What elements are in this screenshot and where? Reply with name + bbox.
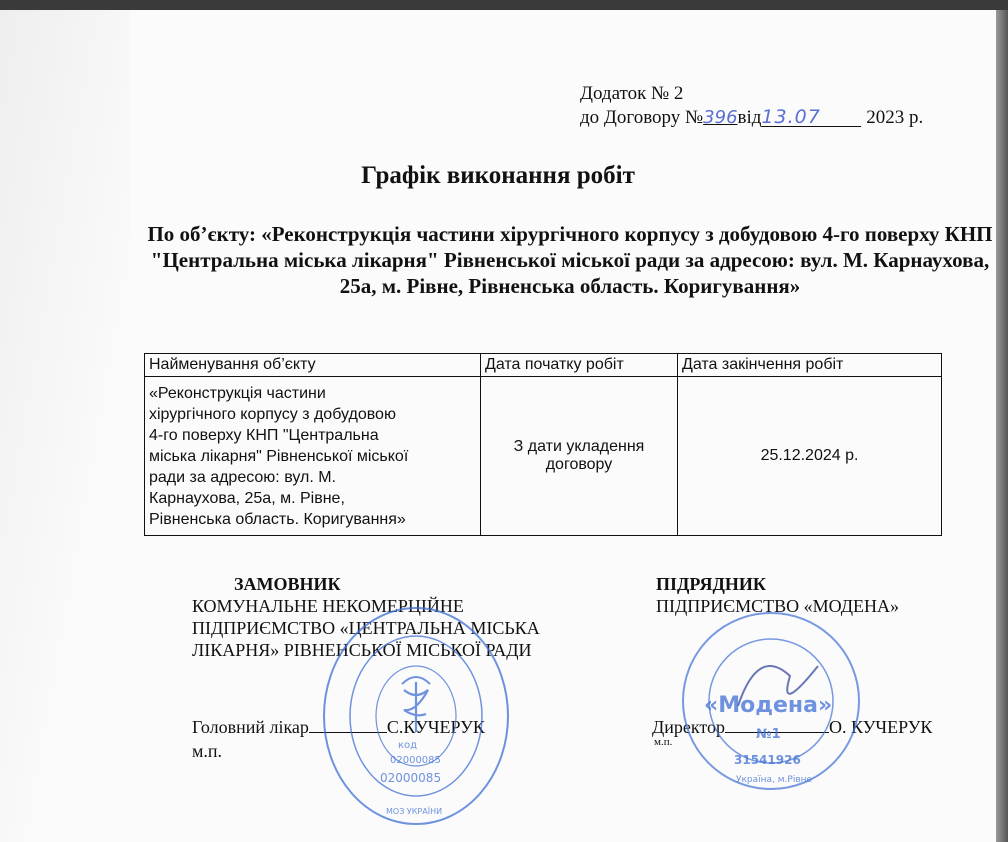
stamp-code-outer: 02000085 [380, 771, 442, 785]
contract-number: 396 [703, 107, 738, 128]
contract-line: до Договору №396від13.07 2023 р. [580, 106, 924, 128]
table-header-row [145, 354, 942, 377]
column-header: Найменування об’єкту [145, 354, 481, 377]
customer-heading: ЗАМОВНИК [234, 574, 341, 594]
contractor-name-line: ПІДПРИЄМСТВО «МОДЕНА» [656, 596, 900, 616]
stamp-ministry: МОЗ УКРАЇНИ [386, 807, 443, 816]
stamp-company-name: «Модена» [704, 693, 833, 718]
stamp-code-inner: 02000085 [390, 755, 441, 766]
start-date-cell: З дати укладення договору [481, 377, 678, 536]
customer-seal-label: м.п. [192, 741, 223, 761]
object-name-cell: «Реконструкція частини хірургічного корпусу з добудовою 4-го поверху КНП "Центральна міська лікарня" Рівненської міської ради за адресою: вул. М. Карнаухова, 25а, м. Рівне, Рівненська область. Коригування» [145, 377, 481, 536]
customer-position: Головний лікар [192, 717, 309, 737]
contractor-stamp-icon [678, 606, 864, 796]
document-title: Графік виконання робіт [361, 162, 635, 189]
appendix-block [580, 82, 923, 130]
column-header: Дата початку робіт [481, 354, 678, 377]
stamp-code-label: код [398, 740, 418, 751]
window-top-bar [0, 0, 1008, 10]
column-header: Дата закінчення робіт [678, 354, 942, 377]
contractor-heading: ПІДРЯДНИК [656, 574, 766, 594]
customer-name-line: КОМУНАЛЬНЕ НЕКОМЕРЦІЙНЕ [192, 596, 464, 616]
customer-name-line: ПІДПРИЄМСТВО «ЦЕНТРАЛЬНА МІСЬКА [192, 618, 540, 638]
schedule-table [144, 353, 942, 536]
customer-signatory: С.КУЧЕРУК [386, 717, 485, 737]
stamp-code: 31541926 [734, 753, 801, 767]
page-right-edge [996, 10, 1008, 842]
contractor-signatory: О. КУЧЕРУК [829, 717, 933, 737]
customer-stamp-icon [318, 600, 514, 832]
customer-name-line: ЛІКАРНЯ» РІВНЕНСЬКОЇ МІСЬКОЇ РАДИ [192, 640, 532, 660]
end-date-cell: 25.12.2024 р. [678, 377, 942, 536]
appendix-label: Додаток № 2 [580, 83, 684, 104]
contractor-position: Директор [652, 717, 726, 737]
table-row [145, 377, 942, 536]
document-page [0, 10, 996, 842]
contractor-seal-label: м.п. [654, 736, 673, 748]
stamp-location: Україна, м.Рівне [736, 775, 813, 785]
object-description: По об’єкту: «Реконструкція частини хірургічного корпусу з добудовою 4-го поверху КНП "Центральна міська лікарня" Рівненської міської ради за адресою: вул. М. Карнаухова, 25а, м. Рівне, Рівненська область. Коригування» [147, 222, 993, 298]
stamp-number: №1 [756, 727, 781, 742]
page-fold-shadow [0, 10, 130, 842]
contract-date: 13.07 [761, 108, 861, 127]
